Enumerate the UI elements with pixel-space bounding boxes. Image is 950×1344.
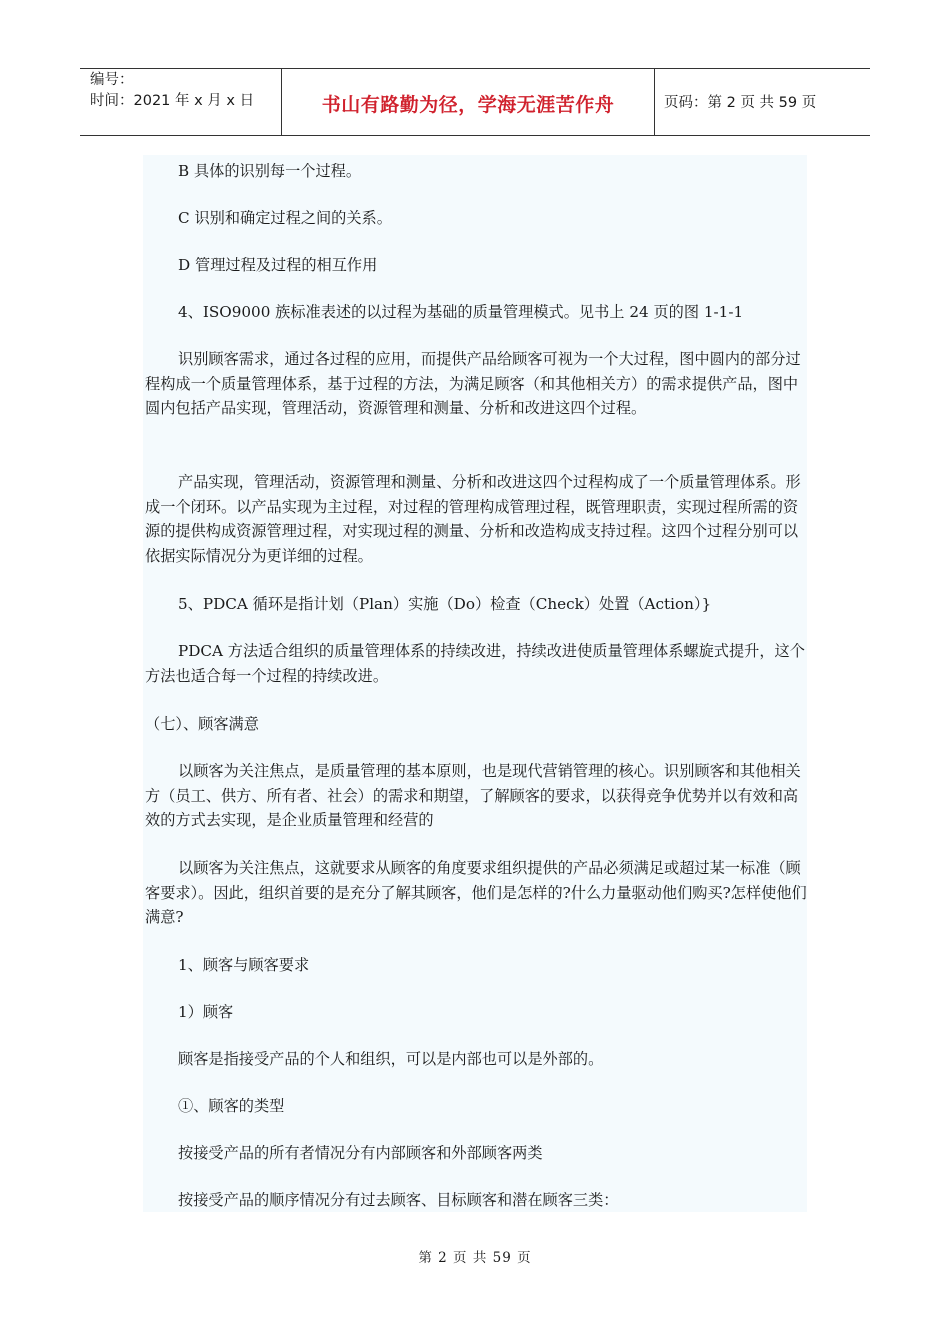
page-footer: 第 2 页 共 59 页 [418, 1250, 532, 1266]
section-heading: 1、顾客与顾客要求 [178, 956, 310, 974]
paragraph: 以顾客为关注焦点，是质量管理的基本原则，也是现代营销管理的核心。识别顾客和其他相关方（员工、供方、所有者、社会）的需求和期望，了解顾客的要求，以获得竞争优势并以有效和高效的方式去实现，是企业质量管理和经营的 [145, 762, 801, 829]
section-heading: 4、ISO9000 族标准表述的以过程为基础的质量管理模式。见书上 24 页的图 1-1-1 [178, 303, 744, 321]
document-date: 时间：2021 年 x 月 x 日 [90, 93, 255, 109]
paragraph: PDCA 方法适合组织的质量管理体系的持续改进，持续改进使质量管理体系螺旋式提升，这个方法也适合每一个过程的持续改进。 [145, 642, 805, 685]
paragraph: 识别顾客需求，通过各过程的应用，而提供产品给顾客可视为一个大过程，图中圆内的部分过程构成一个质量管理体系，基于过程的方法，为满足顾客（和其他相关方）的需求提供产品，图中圆内包括产品实现，管理活动，资源管理和测量、分析和改进这四个过程。 [145, 350, 801, 417]
header-page-info: 页码：第 2 页 共 59 页 [664, 95, 817, 111]
header-bottom-rule [80, 135, 870, 136]
paragraph: 按接受产品的顺序情况分有过去顾客、目标顾客和潜在顾客三类： [178, 1191, 619, 1209]
paragraph: 以顾客为关注焦点，这就要求从顾客的角度要求组织提供的产品必须满足或超过某一标准（顾客要求）。因此，组织首要的是充分了解其顾客，他们是怎样的?什么力量驱动他们购买?怎样使他们满意? [145, 859, 807, 926]
subsection-heading: ①、顾客的类型 [178, 1097, 285, 1115]
paragraph: 产品实现，管理活动，资源管理和测量、分析和改进这四个过程构成了一个质量管理体系。形成一个闭环。以产品实现为主过程，对过程的管理构成管理过程，既管理职责，实现过程所需的资源的提供构成资源管理过程，对实现过程的测量、分析和改造构成支持过程。这四个过程分别可以依据实际情况分为更详细的过程。 [145, 473, 801, 565]
document-number-label: 编号： [90, 72, 134, 88]
header-meta [90, 70, 254, 112]
header-top-rule [80, 68, 870, 69]
paragraph: 按接受产品的所有者情况分有内部顾客和外部顾客两类 [178, 1144, 543, 1162]
paragraph: B 具体的识别每一个过程。 [178, 162, 362, 180]
subsection-heading: 1）顾客 [178, 1003, 234, 1021]
header-motto: 书山有路勤为径，学海无涯苦作舟 [321, 94, 615, 116]
paragraph: C 识别和确定过程之间的关系。 [178, 209, 392, 227]
paragraph: D 管理过程及过程的相互作用 [178, 256, 378, 274]
section-heading: 5、PDCA 循环是指计划（Plan）实施（Do）检查（Check）处置（Action）} [178, 595, 712, 613]
section-heading: （七）、顾客满意 [145, 715, 259, 733]
paragraph: 顾客是指接受产品的个人和组织，可以是内部也可以是外部的。 [178, 1050, 604, 1068]
header-divider-right [654, 68, 655, 136]
